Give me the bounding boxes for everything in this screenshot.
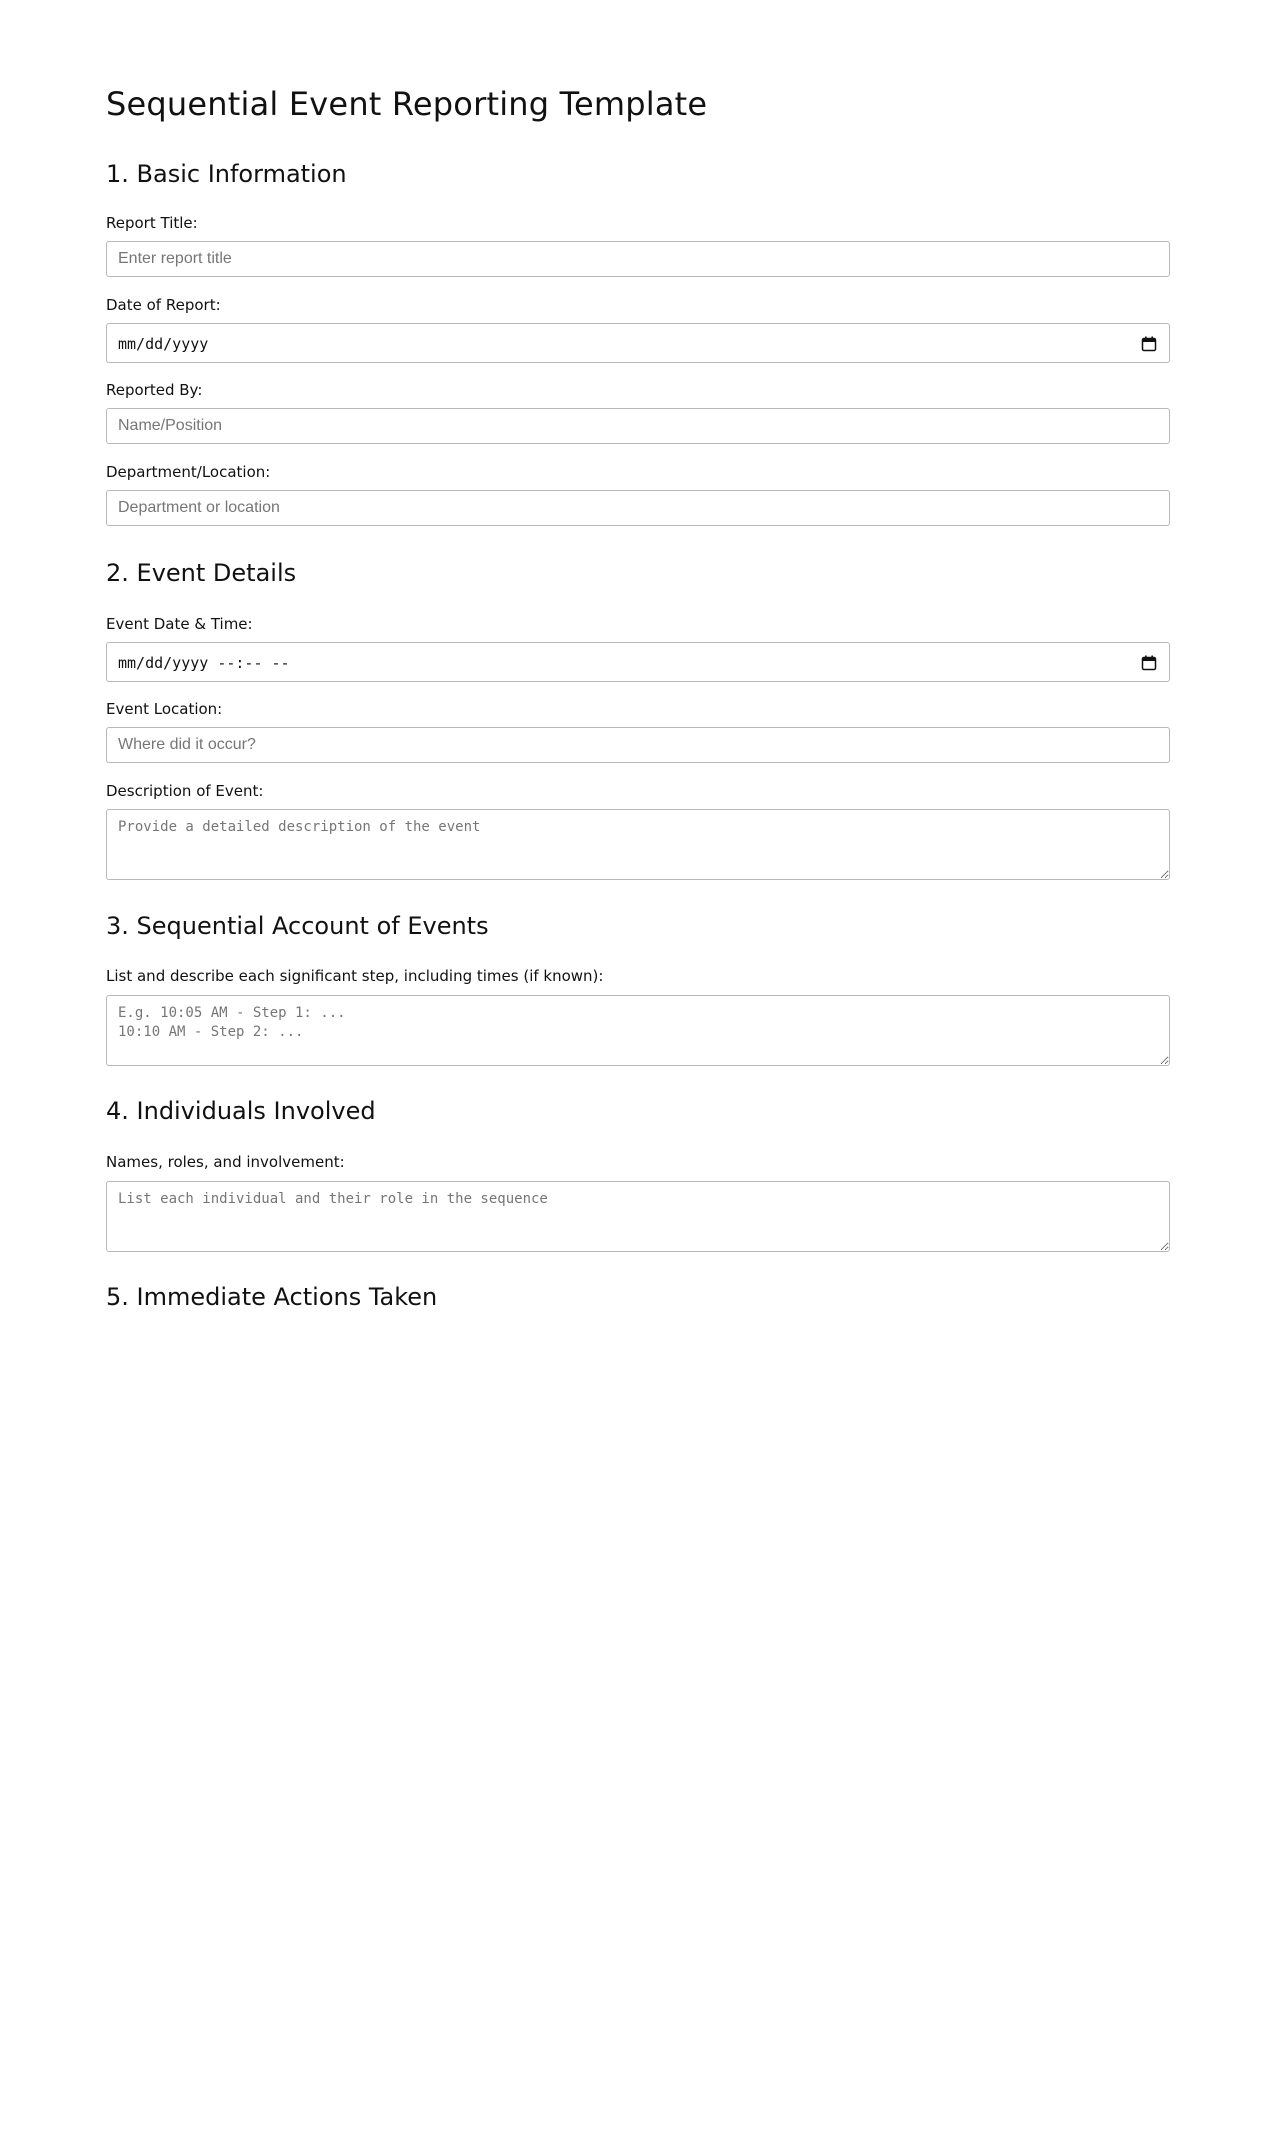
department-location-input[interactable] (106, 490, 1170, 526)
event-datetime-label: Event Date & Time: (106, 615, 253, 633)
event-datetime-input[interactable] (106, 642, 1170, 682)
event-location-input[interactable] (106, 727, 1170, 763)
reported-by-input[interactable] (106, 408, 1170, 444)
date-of-report-input[interactable] (106, 323, 1170, 363)
page-title: Sequential Event Reporting Template (106, 85, 708, 123)
individuals-textarea[interactable] (106, 1181, 1170, 1252)
section-heading-individuals-involved: 4. Individuals Involved (106, 1097, 376, 1125)
date-of-report-label: Date of Report: (106, 296, 221, 314)
calendar-icon[interactable] (1141, 655, 1157, 671)
report-title-input[interactable] (106, 241, 1170, 277)
section-heading-basic-information: 1. Basic Information (106, 160, 347, 188)
department-location-label: Department/Location: (106, 463, 271, 481)
report-title-label: Report Title: (106, 214, 198, 232)
steps-textarea[interactable] (106, 995, 1170, 1066)
description-textarea[interactable] (106, 809, 1170, 880)
calendar-icon[interactable] (1141, 336, 1157, 352)
reported-by-label: Reported By: (106, 381, 203, 399)
event-location-label: Event Location: (106, 700, 223, 718)
section-heading-event-details: 2. Event Details (106, 559, 297, 587)
date-of-report-value: mm/dd/yyyy (118, 335, 209, 353)
steps-label: List and describe each significant step, including times (if known): (106, 967, 604, 985)
section-heading-sequential-account: 3. Sequential Account of Events (106, 912, 489, 940)
description-label: Description of Event: (106, 782, 264, 800)
event-datetime-value: mm/dd/yyyy --:-- -- (118, 654, 290, 672)
individuals-label: Names, roles, and involvement: (106, 1153, 345, 1171)
section-heading-immediate-actions: 5. Immediate Actions Taken (106, 1283, 438, 1311)
